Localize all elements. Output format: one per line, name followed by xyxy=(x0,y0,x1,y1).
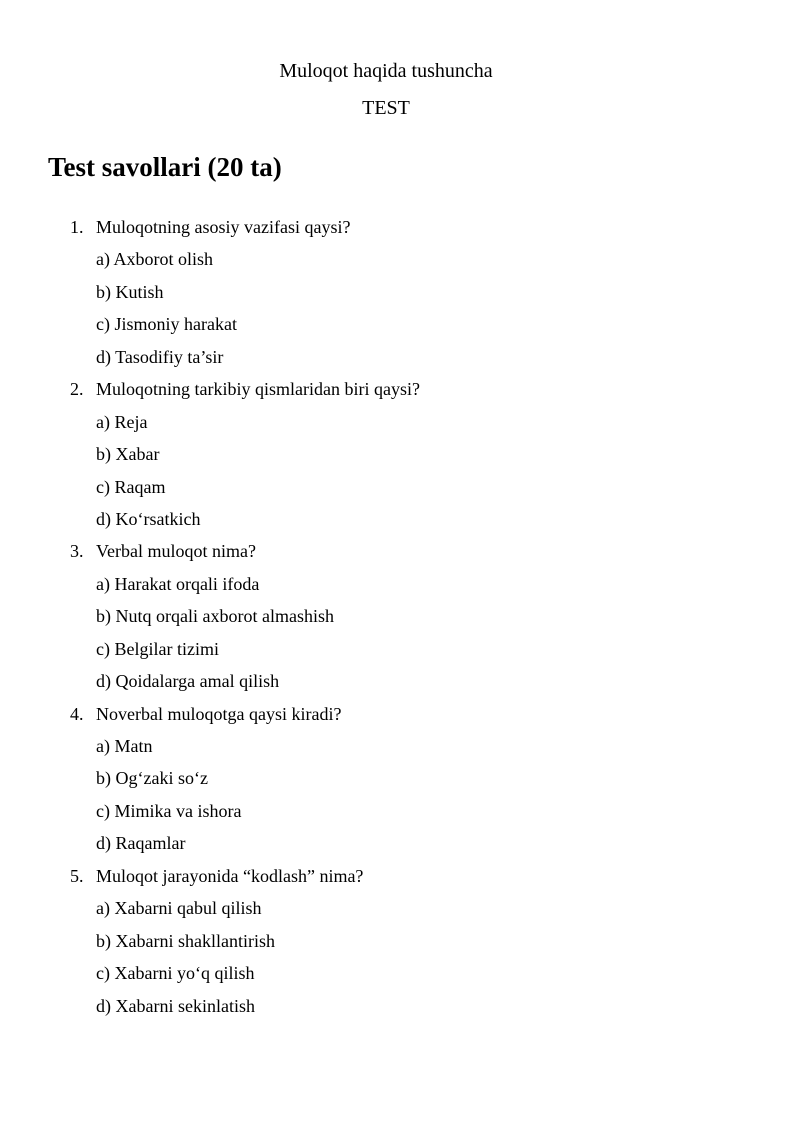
question-line xyxy=(0,537,800,569)
question-line xyxy=(0,700,800,732)
answer-option xyxy=(0,732,800,764)
option-text: d) Qoidalarga amal qilish xyxy=(96,671,280,692)
question-number: 3. xyxy=(70,541,84,562)
section-heading: Test savollari (20 ta) xyxy=(48,152,282,182)
option-text: b) Xabar xyxy=(96,444,160,465)
question-list xyxy=(0,213,800,1024)
question-text: Noverbal muloqotga qaysi kiradi? xyxy=(96,703,342,724)
question-text: Muloqotning tarkibiy qismlaridan biri qaysi? xyxy=(96,379,420,400)
option-text: a) Axborot olish xyxy=(96,249,213,270)
option-text: c) Jismoniy harakat xyxy=(96,314,237,335)
question-text: Verbal muloqot nima? xyxy=(96,541,256,562)
question-number: 4. xyxy=(70,703,84,724)
answer-option xyxy=(0,245,800,277)
question-item xyxy=(0,537,800,699)
option-text: d) Xabarni sekinlatish xyxy=(96,995,255,1016)
answer-option xyxy=(0,635,800,667)
option-text: d) Raqamlar xyxy=(96,833,186,854)
option-text: a) Matn xyxy=(96,736,153,756)
question-item xyxy=(0,375,800,537)
option-text: b) Kutish xyxy=(96,281,164,302)
answer-option xyxy=(0,570,800,602)
answer-option xyxy=(0,667,800,699)
question-line xyxy=(0,213,800,245)
option-text: a) Harakat orqali ifoda xyxy=(96,573,260,594)
answer-option xyxy=(0,602,800,634)
answer-option xyxy=(0,927,800,959)
answer-option xyxy=(0,278,800,310)
option-text: c) Raqam xyxy=(96,476,166,497)
answer-option xyxy=(0,959,800,991)
question-line xyxy=(0,375,800,407)
option-text: b) Nutq orqali axborot almashish xyxy=(96,606,334,627)
answer-option xyxy=(0,440,800,472)
option-text: a) Reja xyxy=(96,411,148,432)
option-text: d) Ko‘rsatkich xyxy=(96,508,201,529)
answer-option xyxy=(0,829,800,861)
question-item xyxy=(0,862,800,1024)
answer-option xyxy=(0,473,800,505)
answer-option xyxy=(0,992,800,1024)
answer-option xyxy=(0,894,800,926)
option-text: b) Og‘zaki so‘z xyxy=(96,768,208,789)
document-subtitle: TEST xyxy=(362,97,410,119)
answer-option xyxy=(0,310,800,342)
question-item xyxy=(0,213,800,375)
answer-option xyxy=(0,343,800,375)
document-title: Muloqot haqida tushuncha xyxy=(279,60,493,82)
answer-option xyxy=(0,797,800,829)
question-number: 5. xyxy=(70,865,84,886)
option-text: b) Xabarni shakllantirish xyxy=(96,930,275,951)
option-text: c) Belgilar tizimi xyxy=(96,638,219,659)
option-text: a) Xabarni qabul qilish xyxy=(96,898,262,919)
option-text: c) Mimika va ishora xyxy=(96,800,242,821)
option-text: c) Xabarni yo‘q qilish xyxy=(96,963,255,984)
option-text: d) Tasodifiy ta’sir xyxy=(96,346,224,367)
question-number: 1. xyxy=(70,217,84,237)
question-text: Muloqotning asosiy vazifasi qaysi? xyxy=(96,217,351,237)
question-text: Muloqot jarayonida “kodlash” nima? xyxy=(96,865,364,886)
question-number: 2. xyxy=(70,379,84,400)
question-item xyxy=(0,700,800,862)
answer-option xyxy=(0,505,800,537)
answer-option xyxy=(0,764,800,796)
answer-option xyxy=(0,408,800,440)
question-line xyxy=(0,862,800,894)
